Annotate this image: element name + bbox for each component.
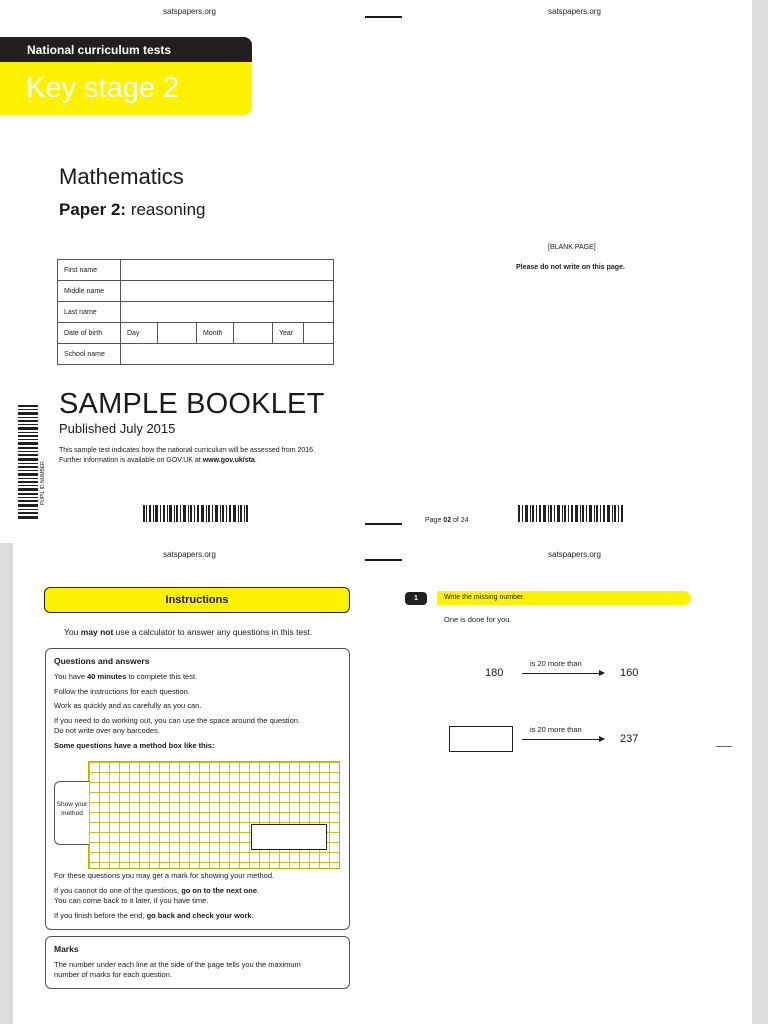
missing-number-input[interactable] (449, 726, 513, 752)
last-name-field[interactable] (121, 302, 334, 323)
school-label: School name (58, 344, 121, 365)
question-prompt-bar (437, 591, 691, 605)
calculator-note: You may not use a calculator to answer any questions in this test. (64, 627, 313, 637)
instructions-banner (44, 587, 350, 613)
sample-booklet-title: SAMPLE BOOKLET (59, 388, 325, 420)
pupil-id-barcode (18, 405, 38, 520)
divider (365, 559, 402, 561)
page-gutter (752, 0, 768, 1024)
question-number: 1 (405, 592, 427, 605)
strapline-banner (0, 37, 252, 62)
mark-line (716, 746, 732, 747)
site-label: satspapers.org (163, 7, 216, 16)
qa-heading: Questions and answers (54, 656, 150, 666)
dob-label: Date of birth (58, 323, 121, 344)
follow-note: Follow the instructions for each question. (54, 687, 190, 696)
middle-name-field[interactable] (121, 281, 334, 302)
example-relation: is 20 more than (530, 659, 582, 668)
school-field[interactable] (121, 344, 334, 365)
subject-title: Mathematics (59, 164, 184, 189)
blank-page-label: [BLANK PAGE] (548, 244, 596, 251)
year-label: Year (273, 323, 304, 344)
key-stage-title: Key stage 2 (26, 72, 180, 104)
show-method-label: Show your method (56, 801, 88, 817)
strapline: National curriculum tests (27, 43, 172, 57)
page-gutter (0, 543, 13, 1024)
published-date: Published July 2015 (59, 421, 176, 436)
example-note: One is done for you. (444, 615, 512, 624)
method-intro: Some questions have a method box like this: (54, 741, 215, 750)
divider (365, 16, 402, 18)
right-arrow-icon (522, 673, 604, 674)
method-grid (88, 761, 340, 869)
example-left-number: 180 (485, 667, 504, 679)
page-number: Page 02 of 24 (425, 517, 469, 524)
marks-heading: Marks (54, 944, 79, 954)
key-stage-banner (0, 62, 252, 115)
cover-note: This sample test indicates how the national curriculum will be assessed from 2016. Further information is available on GOV.UK at www.gov.uk/sta. (59, 447, 316, 464)
cover-barcode (143, 505, 249, 527)
month-field[interactable] (234, 323, 273, 344)
time-note: You have 40 minutes to complete this test. (54, 672, 198, 681)
site-label: satspapers.org (548, 550, 601, 559)
question-prompt: Write the missing number. (444, 594, 525, 601)
right-arrow-icon (522, 739, 604, 740)
site-label: satspapers.org (548, 7, 601, 16)
skip-note: If you cannot do one of the questions, go on to the next one. You can come back to it later, if you have time. (54, 886, 260, 905)
page-barcode (518, 505, 624, 527)
site-label: satspapers.org (163, 550, 216, 559)
instructions-title: Instructions (165, 594, 229, 606)
middle-name-label: Middle name (58, 281, 121, 302)
working-out-note: If you need to do working out, you can use the space around the question. Do not write over any barcodes. (54, 716, 301, 735)
day-label: Day (121, 323, 158, 344)
example-right-number: 160 (620, 667, 639, 679)
mark-method-note: For these questions you may get a mark for showing your method. (54, 871, 275, 880)
first-name-label: First name (58, 260, 121, 281)
blank-page-warning: Please do not write on this page. (516, 264, 625, 271)
task-relation: is 20 more than (530, 725, 582, 734)
year-field[interactable] (304, 323, 334, 344)
divider (365, 523, 402, 525)
pupil-details-table (57, 259, 334, 365)
pupil-id-label: PUPIL ID NUMBER (40, 461, 46, 505)
last-name-label: Last name (58, 302, 121, 323)
paper-title: Paper 2: reasoning (59, 200, 206, 219)
first-name-field[interactable] (121, 260, 334, 281)
show-method-tab (54, 781, 89, 845)
work-note: Work as quickly and as carefully as you can. (54, 701, 202, 710)
day-field[interactable] (158, 323, 197, 344)
method-answer-box[interactable] (251, 824, 327, 850)
month-label: Month (197, 323, 234, 344)
marks-text: The number under each line at the side of the page tells you the maximum number of marks for each question. (54, 960, 301, 979)
task-right-number: 237 (620, 733, 639, 745)
check-note: If you finish before the end, go back and check your work. (54, 911, 254, 920)
sta-link[interactable]: www.gov.uk/sta (202, 457, 255, 464)
